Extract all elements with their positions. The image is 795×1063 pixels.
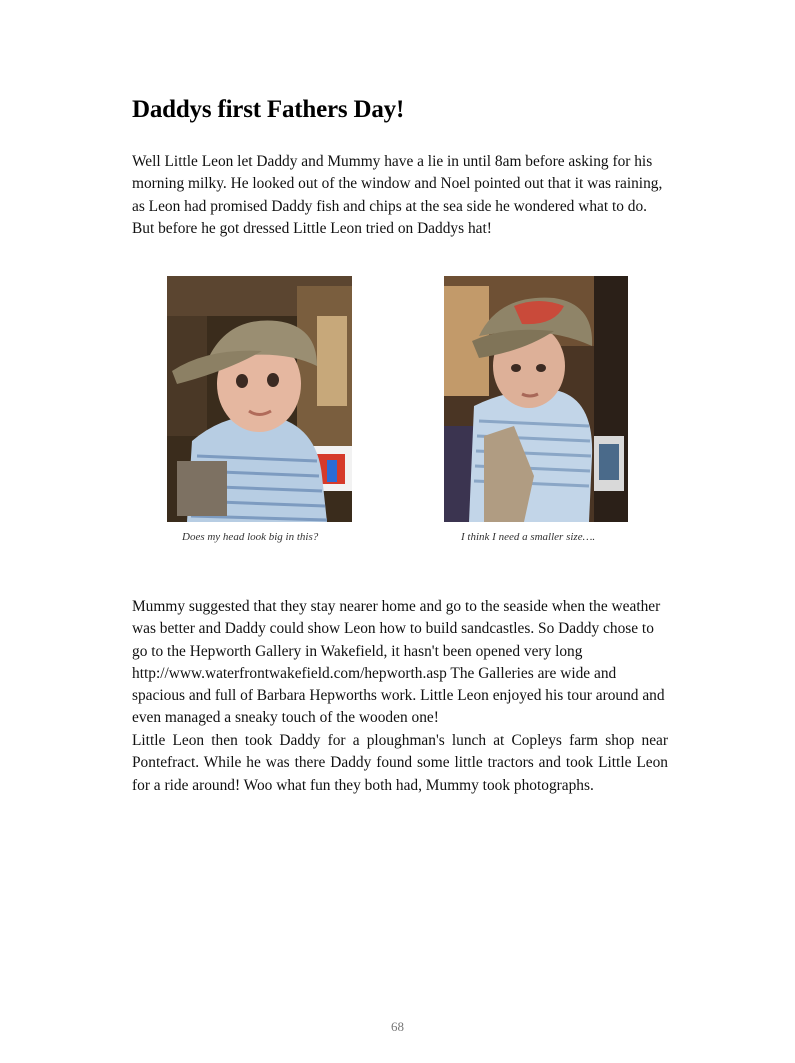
photo-caption-2: I think I need a smaller size…. [461, 531, 596, 543]
lunch-paragraph: Little Leon then took Daddy for a ploughman's lunch at Copleys farm shop near Pontefract. While he was there Daddy found some little tractors and took Little Leon for a ride around! Woo what fun they both had, Mummy took photographs. [132, 732, 668, 794]
intro-paragraph: Well Little Leon let Daddy and Mummy have a lie in until 8am before asking for his morning milky. He looked out of the window and Noel pointed out that it was raining, as Leon had promised Daddy fish and chips at the sea side he wondered what to do. But before he got dressed Little Leon tried on Daddys hat! [132, 153, 663, 237]
baby-in-hat-photo-1 [167, 276, 352, 522]
gallery-paragraph: Mummy suggested that they stay nearer home and go to the seaside when the weather was better and Daddy could show Leon how to build sandcastles. So Daddy chose to go to the Hepworth Gallery in Wakefield, it hasn't been opened very long http://www.waterfrontwakefield.com/hepworth.asp The Galleries are wide and spacious and full of Barbara Hepworths work. Little Leon enjoyed his tour around and even managed a sneaky touch of the wooden one! [132, 598, 665, 727]
page-number: 68 [391, 1019, 404, 1034]
page-title: Daddys first Fathers Day! [132, 96, 405, 123]
baby-in-hat-photo-2 [444, 276, 628, 522]
photo-caption-1: Does my head look big in this? [182, 531, 319, 543]
